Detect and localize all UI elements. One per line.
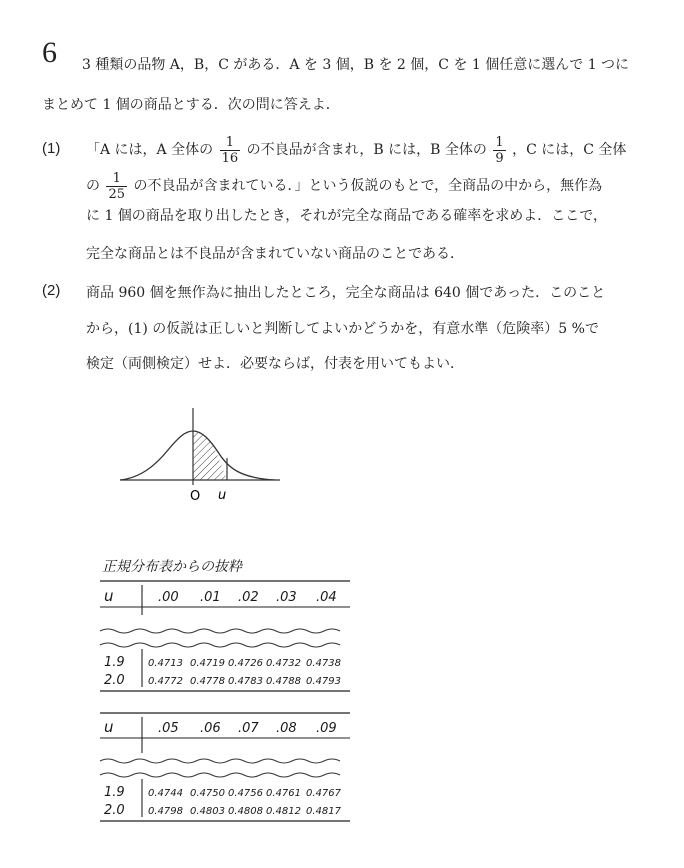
table-cell: 0.4803 [190, 806, 225, 817]
question-1-line-2 [86, 168, 602, 204]
table-cell: 0.4767 [306, 788, 341, 799]
question-1-line-4: 完全な商品とは不良品が含まれていない商品のことである． [86, 246, 464, 262]
question-2-line-3: 検定（両側検定）せよ．必要ならば，付表を用いてもよい． [86, 356, 464, 372]
table2-break-bottom [100, 773, 340, 777]
question-2-line-1: 商品 960 個を無作為に抽出したところ，完全な商品は 640 個であった．このこと [86, 285, 606, 301]
fraction-1-25 [106, 171, 127, 202]
table-header-u: u [104, 718, 114, 736]
table-row-u: 1.9 [104, 655, 125, 670]
table-cell: 0.4812 [266, 806, 301, 817]
question-2-label: (2) [42, 282, 61, 299]
table-header-cell: .02 [238, 590, 259, 605]
table-cell: 0.4761 [266, 788, 301, 799]
q1-text-d: の [86, 178, 100, 194]
problem-intro: 3 種類の品物 A，B，C がある．A を 3 個，B を 2 個，C を 1 個任意に選んで 1 つにまとめて 1 個の商品とする．次の問に答えよ． [42, 57, 630, 113]
q1-text-e: の不良品が含まれている．」という仮説のもとで，全商品の中から，無作為 [133, 178, 603, 194]
table-header-cell: .07 [238, 721, 259, 736]
q1-text-c: ，C には，C 全体 [512, 142, 627, 158]
table1-break-top [100, 629, 340, 633]
fraction-denominator: 16 [221, 150, 239, 166]
table-header-cell: .01 [200, 590, 221, 605]
table-header-cell: .08 [276, 721, 297, 736]
table-header-cell: .00 [158, 590, 179, 605]
origin-label: O [190, 489, 201, 504]
shaded-area [193, 431, 227, 480]
table-header-u: u [104, 587, 114, 605]
problem-number: 6 [42, 36, 57, 69]
question-1-line-1 [86, 132, 626, 168]
normal-table-excerpt [96, 545, 366, 835]
question-1-line-3: に 1 個の商品を取り出したとき，それが完全な商品である確率を求めよ．ここで， [86, 208, 607, 224]
table-header-cell: .09 [316, 721, 337, 736]
table-cell: 0.4778 [190, 676, 225, 687]
table-cells [104, 587, 342, 818]
table-cell: 0.4756 [228, 788, 263, 799]
fraction-numerator: 1 [495, 134, 504, 150]
fraction-1-16 [220, 135, 241, 166]
table-cell: 0.4783 [228, 676, 263, 687]
table-title: 正規分布表からの抜粋 [102, 559, 242, 575]
table-row-u: 2.0 [104, 803, 125, 818]
table-header-cell: .06 [200, 721, 221, 736]
table-header-cell: .03 [276, 590, 297, 605]
table-cell: 0.4772 [148, 676, 183, 687]
table-header-cell: .04 [316, 590, 337, 605]
table-cell: 0.4732 [266, 658, 301, 669]
table-cell: 0.4798 [148, 806, 183, 817]
table-cell: 0.4719 [190, 658, 225, 669]
normal-curve-figure [110, 400, 290, 510]
fraction-denominator: 9 [495, 150, 504, 166]
table-header-cell: .05 [158, 721, 179, 736]
table-cell: 0.4817 [306, 806, 341, 817]
table-cell: 0.4726 [228, 658, 263, 669]
q1-text-a: 「A には，A 全体の [86, 142, 214, 158]
fraction-1-9 [493, 135, 505, 166]
u-label: u [218, 488, 227, 503]
table-cell: 0.4750 [190, 788, 225, 799]
table-row-u: 2.0 [104, 673, 125, 688]
table-row-u: 1.9 [104, 785, 125, 800]
question-1-label: (1) [42, 140, 61, 157]
fraction-numerator: 1 [220, 135, 241, 151]
fraction-numerator: 1 [106, 171, 127, 187]
table-cell: 0.4793 [306, 676, 341, 687]
table-cell: 0.4713 [148, 658, 183, 669]
table1-break-bottom [100, 643, 340, 647]
table-cell: 0.4808 [228, 806, 263, 817]
table-cell: 0.4788 [266, 676, 301, 687]
question-2-line-2: から，(1) の仮説は正しいと判断してよいかどうかを，有意水準（危険率）5 %で [86, 321, 599, 337]
fraction-denominator: 25 [108, 186, 125, 202]
table2-break-top [100, 759, 340, 763]
table-cell: 0.4744 [148, 788, 183, 799]
q1-text-b: の不良品が含まれ，B には，B 全体の [246, 142, 487, 158]
table-cell: 0.4738 [306, 658, 341, 669]
